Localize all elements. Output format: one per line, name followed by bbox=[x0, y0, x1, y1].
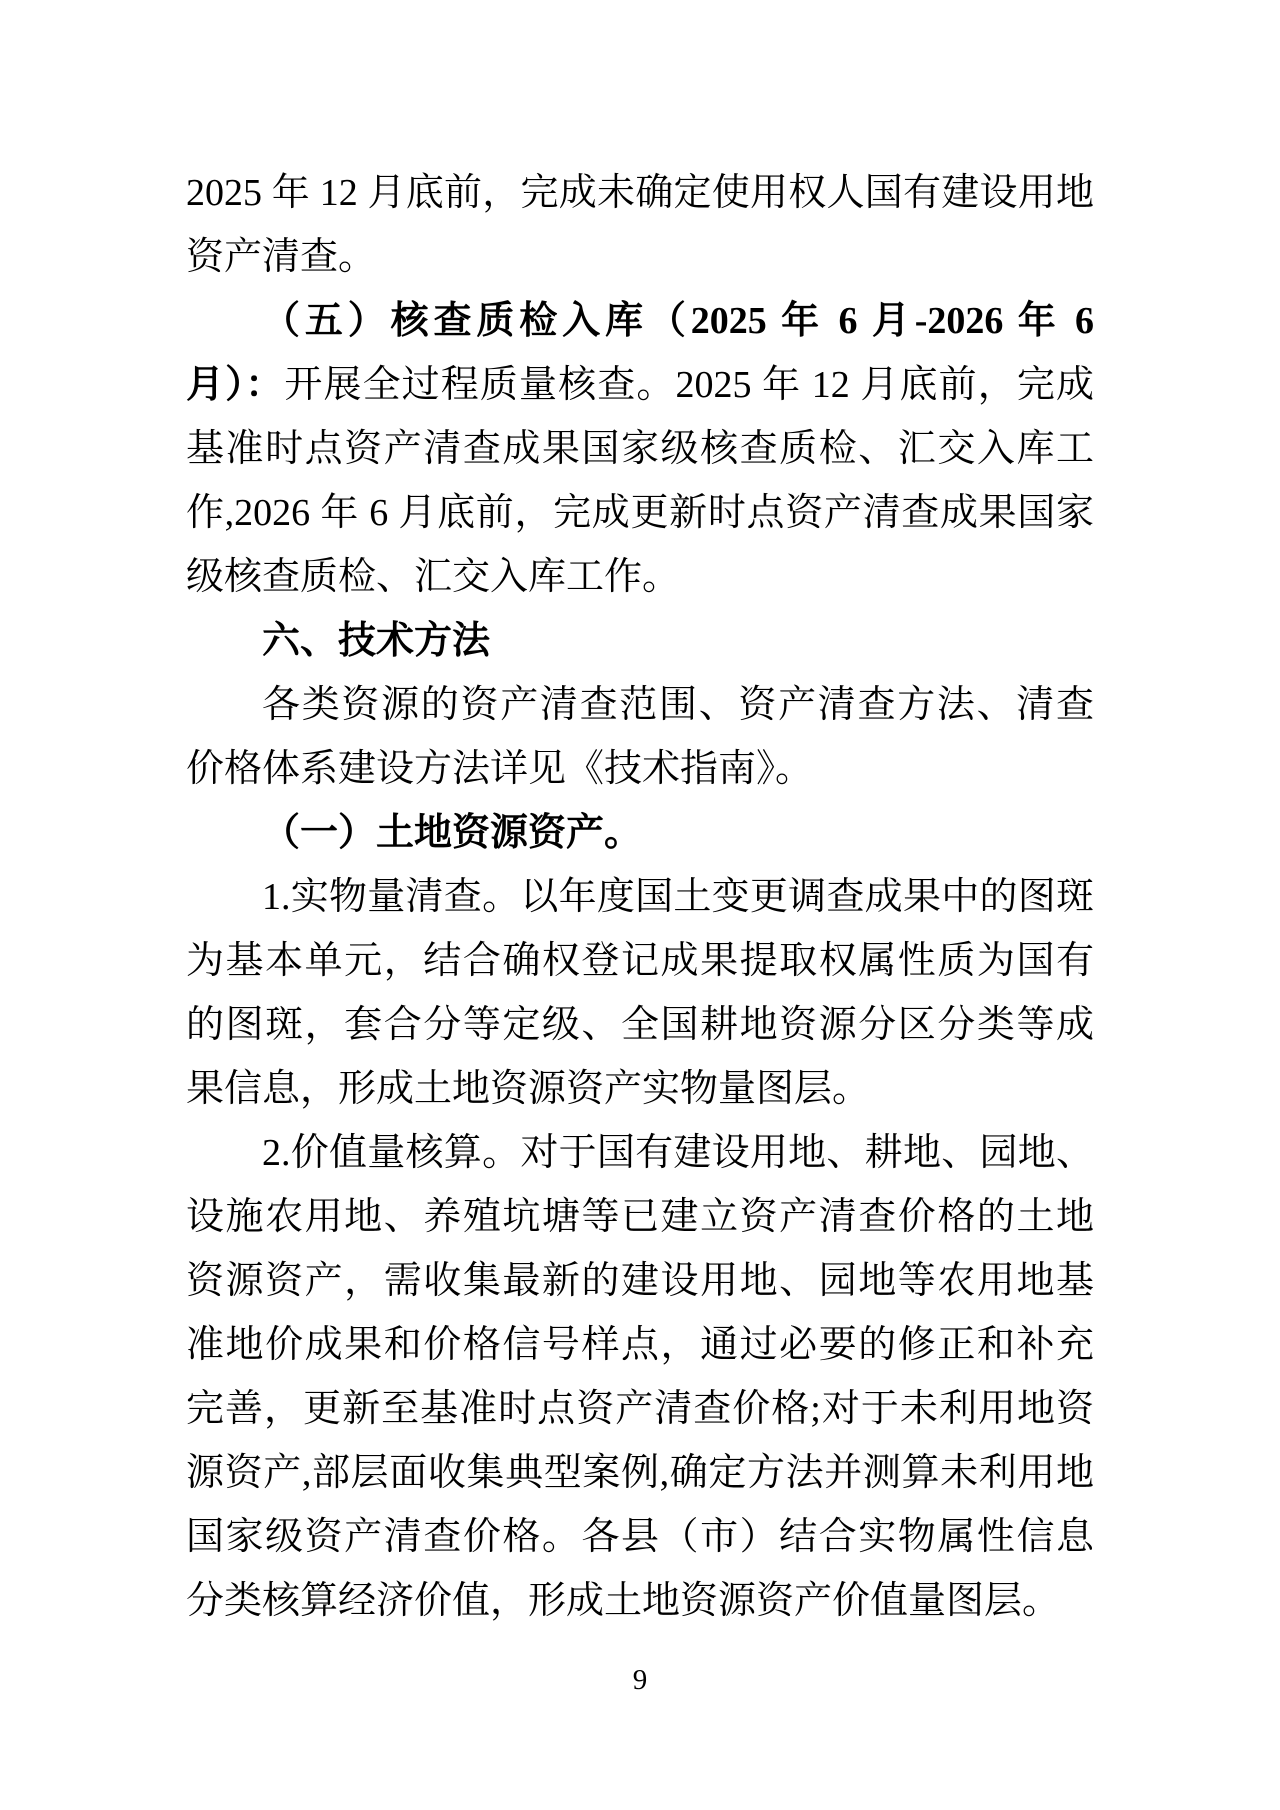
paragraph-section-5 bbox=[186, 289, 1094, 609]
page-number: 9 bbox=[632, 1664, 648, 1696]
document-body bbox=[186, 161, 1094, 1633]
paragraph-section-5-body: 开展全过程质量核查。2025 年 12 月底前，完成基准时点资产清查成果国家级核查质检、汇交入库工作,2026 年 6 月底前，完成更新时点资产清查成果国家级核查质检、汇交入库工作。 bbox=[186, 364, 1094, 598]
subsection-heading-land-resource-assets: （一）土地资源资产。 bbox=[262, 812, 643, 854]
paragraph-continuation: 2025 年 12 月底前，完成未确定使用权人国有建设用地资产清查。 bbox=[186, 172, 1094, 278]
inline-heading-section-5: （五）核查质检入库（2025 年 6 月-2026 年 6 月）： bbox=[186, 300, 1094, 406]
paragraph-physical-quantity-inventory: 1.实物量清查。以年度国土变更调查成果中的图斑为基本单元，结合确权登记成果提取权属性质为国有的图斑，套合分等定级、全国耕地资源分区分类等成果信息，形成土地资源资产实物量图层。 bbox=[186, 876, 1094, 1110]
paragraph-value-accounting: 2.价值量核算。对于国有建设用地、耕地、园地、设施农用地、养殖坑塘等已建立资产清查价格的土地资源资产，需收集最新的建设用地、园地等农用地基准地价成果和价格信号样点，通过必要的修正和补充完善，更新至基准时点资产清查价格;对于未利用地资源资产,部层面收集典型案例,确定方法并测算未利用地国家级资产清查价格。各县（市）结合实物属性信息分类核算经济价值，形成土地资源资产价值量图层。 bbox=[186, 1132, 1094, 1622]
chapter-heading-technical-methods: 六、技术方法 bbox=[262, 620, 491, 662]
paragraph-methods-overview: 各类资源的资产清查范围、资产清查方法、清查价格体系建设方法详见《技术指南》。 bbox=[186, 684, 1094, 790]
